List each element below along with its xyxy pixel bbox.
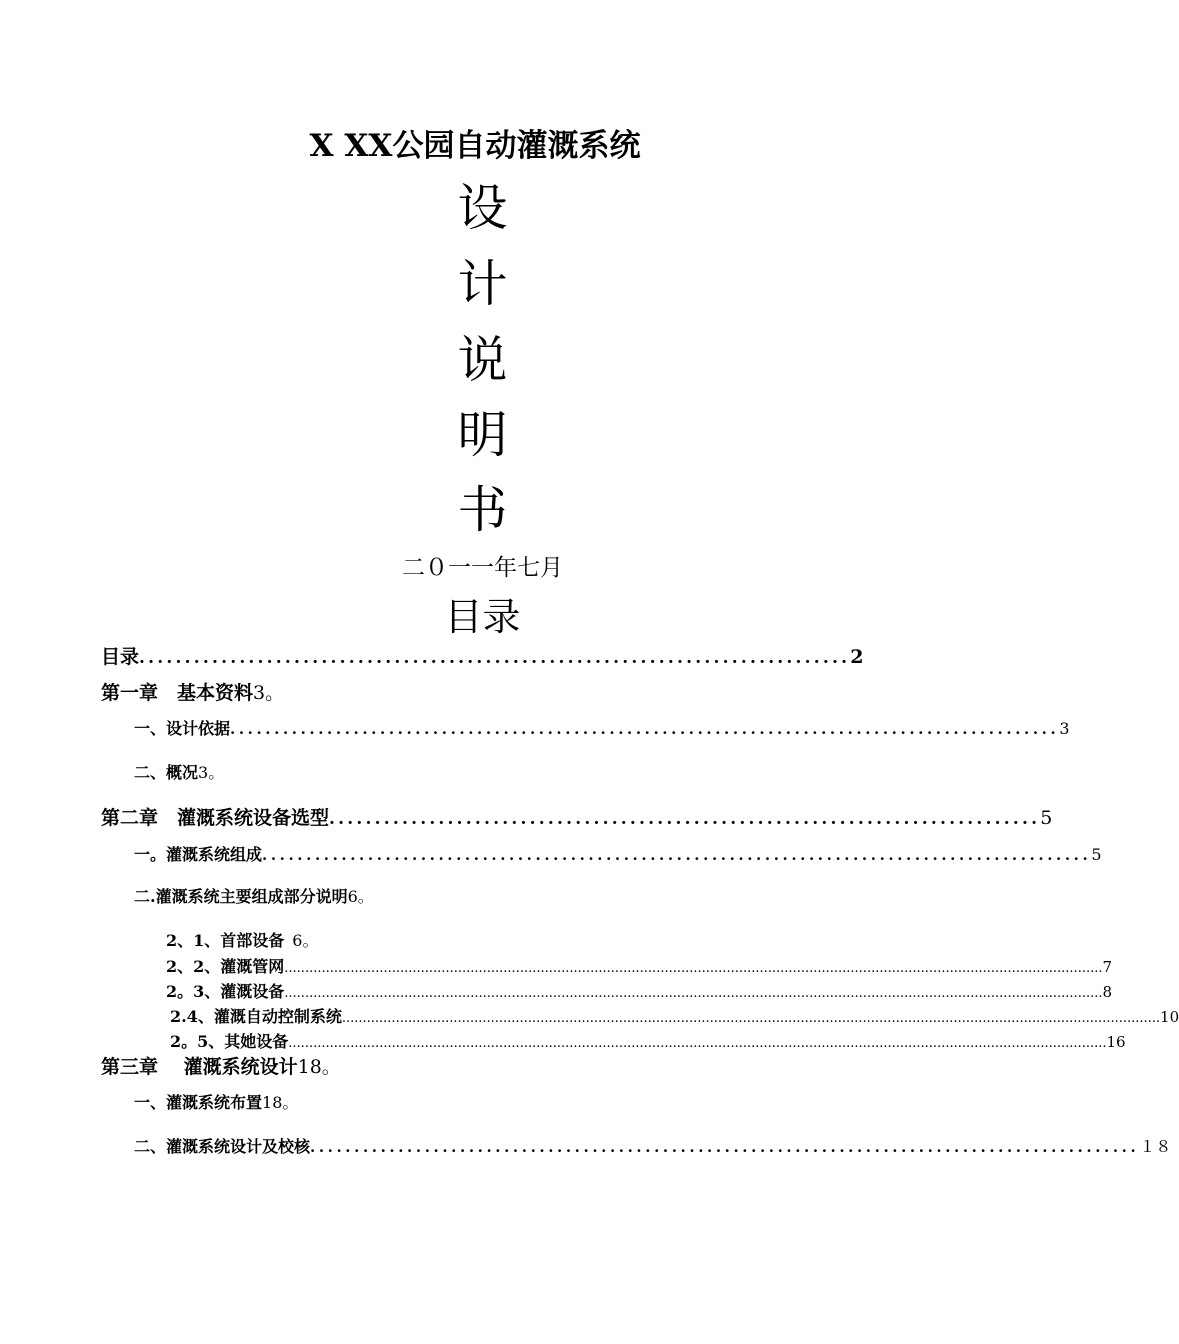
toc-leader-dots: .............................................................................. <box>329 809 1041 829</box>
toc-entry-label: 二.灌溉系统主要组成部分说明 <box>134 887 348 906</box>
toc-entry-page: 16 <box>1106 1033 1126 1051</box>
toc-leader-dots: .............................................................................................. <box>230 720 1060 738</box>
toc-entry-page: １８ <box>1139 1137 1172 1156</box>
toc-entry-label: 2.4、灌溉自动控制系统 <box>170 1007 342 1026</box>
toc-entry-page: 5 <box>1091 845 1102 864</box>
toc-entry-label: 一、灌溉系统布置 <box>134 1093 263 1112</box>
toc-entry-label: 目录 <box>101 646 140 668</box>
toc-entry-design-check[interactable] <box>134 1134 1172 1157</box>
toc-leader-dots: ...................................................................................................................................................................................................... <box>341 1011 1161 1026</box>
toc-entry-page: 10 <box>1160 1008 1179 1026</box>
toc-entry-label: 一。灌溉系统组成 <box>134 845 263 864</box>
toc-entry-page: 3 <box>1059 719 1070 738</box>
toc-leader-dots: ...................................................................................................................................................................................................... <box>284 961 1103 976</box>
toc-entry-label: 第三章 灌溉系统设计 <box>101 1056 298 1078</box>
toc-entry-page: 3。 <box>253 682 285 704</box>
toc-entry-pipe-network[interactable] <box>166 954 1113 977</box>
toc-entry-auto-control[interactable] <box>170 1004 1179 1027</box>
toc-entry-page: 5 <box>1040 807 1053 829</box>
document-title: X XX公园自动灌溉系统 <box>309 128 641 164</box>
toc-entry-irrigation-equipment[interactable] <box>166 979 1113 1002</box>
toc-entry-contents[interactable] <box>101 642 864 669</box>
toc-entry-main-components[interactable] <box>134 884 374 907</box>
toc-entry-label: 2、2、灌溉管网 <box>166 957 285 976</box>
toc-entry-page: 18。 <box>297 1056 341 1078</box>
toc-leader-dots: .............................................................................................. <box>310 1138 1140 1156</box>
vertical-title-char-1: 设 <box>457 179 508 237</box>
toc-entry-chapter-3[interactable] <box>101 1052 341 1079</box>
toc-entry-chapter-2[interactable] <box>101 803 1053 830</box>
toc-entry-label: 二、概况 <box>134 763 199 782</box>
toc-entry-other-equipment[interactable] <box>170 1029 1126 1052</box>
toc-entry-overview[interactable] <box>134 760 224 783</box>
toc-entry-page: 18。 <box>262 1093 299 1112</box>
toc-entry-page: 8 <box>1102 983 1113 1001</box>
vertical-title-char-5: 书 <box>457 481 508 539</box>
toc-entry-label: 2。5、其她设备 <box>170 1032 289 1051</box>
toc-entry-label: 一、设计依据 <box>134 719 231 738</box>
toc-entry-label: 第一章 基本资料 <box>101 682 254 704</box>
vertical-title-char-2: 计 <box>457 255 508 313</box>
toc-entry-page: 2 <box>850 646 864 668</box>
toc-entry-chapter-1[interactable] <box>101 678 284 705</box>
toc-entry-page: 6。 <box>347 887 374 906</box>
toc-entry-page: 6。 <box>292 931 319 950</box>
vertical-title-char-4: 明 <box>457 406 508 464</box>
toc-entry-label: 二、灌溉系统设计及校核 <box>134 1137 311 1156</box>
toc-entry-page: 7 <box>1102 958 1113 976</box>
toc-entry-page: 3。 <box>198 763 225 782</box>
toc-leader-dots: ...................................................................................................................................................................................................... <box>284 986 1103 1001</box>
toc-entry-head-equipment[interactable] <box>166 928 318 951</box>
toc-leader-dots: .............................................................................................. <box>262 846 1092 864</box>
vertical-title-char-3: 说 <box>457 331 508 389</box>
toc-entry-system-layout[interactable] <box>134 1090 298 1113</box>
toc-leader-dots: ...................................................................................................................................................................................................... <box>288 1036 1107 1051</box>
toc-entry-system-composition[interactable] <box>134 842 1102 865</box>
toc-entry-design-basis[interactable] <box>134 716 1070 739</box>
toc-entry-label: 第二章 灌溉系统设备选型 <box>101 807 330 829</box>
toc-entry-label: 2。3、灌溉设备 <box>166 982 285 1001</box>
document-date: 二０一一年七月 <box>402 555 563 581</box>
toc-leader-dots: .............................................................................. <box>139 648 851 668</box>
toc-heading: 目录 <box>444 595 521 639</box>
toc-entry-label: 2、1、首部设备 <box>166 931 285 950</box>
